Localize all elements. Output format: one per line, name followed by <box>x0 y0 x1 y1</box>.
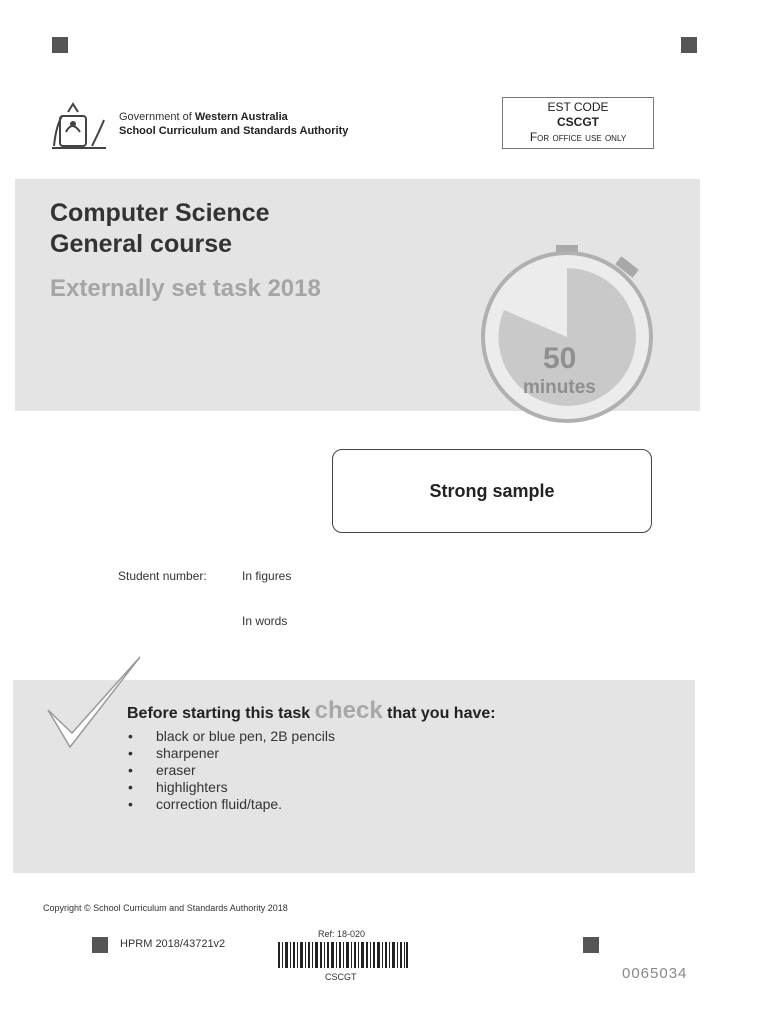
est-code-box <box>502 97 654 149</box>
barcode <box>278 942 408 968</box>
registration-mark-top-left <box>52 37 68 53</box>
copyright-notice: Copyright © School Curriculum and Standards Authority 2018 <box>43 903 288 913</box>
student-number-label: Student number: <box>118 569 207 583</box>
registration-mark-bottom-right <box>583 937 599 953</box>
hprm-number: HPRM 2018/43721v2 <box>120 938 226 950</box>
document-number: 0065034 <box>622 965 688 982</box>
authority-name: School Curriculum and Standards Authority <box>119 125 349 137</box>
checklist-heading <box>127 697 496 725</box>
in-words-label: In words <box>242 614 288 628</box>
barcode-text: CSCGT <box>325 972 357 982</box>
course-title-line2: General course <box>50 230 233 258</box>
checklist-heading-check: check <box>314 697 383 724</box>
checklist-items <box>128 728 335 813</box>
est-code-label: EST CODE <box>547 100 609 114</box>
timer-value: 50 <box>543 342 577 375</box>
government-crest-logo <box>50 102 110 150</box>
course-title <box>50 198 270 260</box>
list-item: • sharpener <box>128 745 335 762</box>
list-item: • black or blue pen, 2B pencils <box>128 728 335 745</box>
list-item: • highlighters <box>128 779 335 796</box>
task-subtitle: Externally set task 2018 <box>50 275 321 302</box>
registration-mark-top-right <box>681 37 697 53</box>
strong-sample-label: Strong sample <box>429 480 555 501</box>
header-text <box>119 110 348 138</box>
course-title-line1: Computer Science <box>50 199 270 227</box>
gov-prefix: Government of <box>119 111 192 123</box>
list-item: • eraser <box>128 762 335 779</box>
ref-number: Ref: 18-020 <box>318 929 366 939</box>
timer-unit: minutes <box>523 377 596 398</box>
checklist-heading-after: that you have: <box>387 705 496 722</box>
gov-name: Western Australia <box>194 111 288 123</box>
registration-mark-bottom-left <box>92 937 108 953</box>
checklist-heading-before: Before starting this task <box>127 705 311 722</box>
office-use-note: For office use only <box>529 130 627 144</box>
list-item: • correction fluid/tape. <box>128 796 335 813</box>
in-figures-label: In figures <box>242 569 292 583</box>
est-code-value: CSCGT <box>557 115 599 129</box>
strong-sample-box <box>332 449 652 533</box>
